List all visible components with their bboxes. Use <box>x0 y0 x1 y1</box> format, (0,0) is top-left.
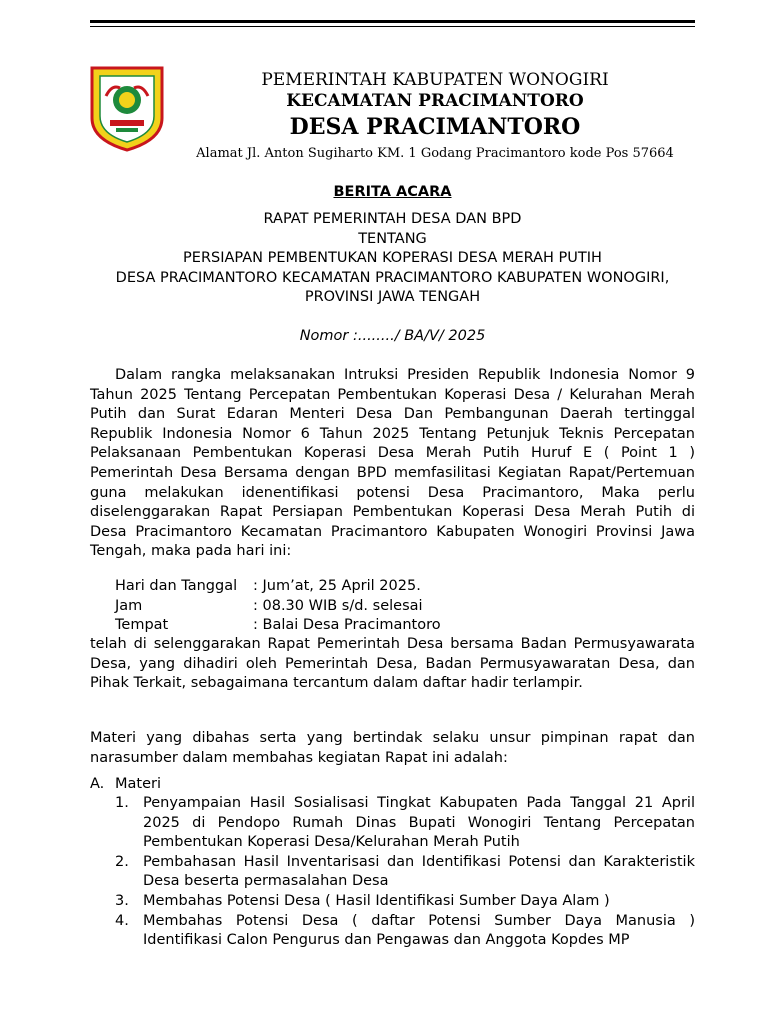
regency-name: PEMERINTAH KABUPATEN WONOGIRI <box>261 70 609 90</box>
village-name: DESA PRACIMANTORO <box>289 114 581 140</box>
address: Alamat Jl. Anton Sugiharto KM. 1 Godang Pracimantoro kode Pos 57664 <box>196 146 674 161</box>
item-text: Pembahasan Hasil Inventarisasi dan Identifikasi Potensi dan Karakteristik Desa beserta permasalahan Desa <box>143 853 695 890</box>
section-title: Materi <box>115 776 161 792</box>
item-text: Penyampaian Hasil Sosialisasi Tingkat Kabupaten Pada Tanggal 21 April 2025 di Pendopo Rumah Dinas Bupati Wonogiri Tentang Percepatan Pembentukan Koperasi Desa/Kelurahan Merah Putih <box>143 795 695 851</box>
detail-label: Hari dan Tanggal <box>115 578 238 594</box>
detail-value: : Jum’at, 25 April 2025. <box>253 578 421 594</box>
document-title: BERITA ACARA <box>333 184 452 200</box>
section-label: A. <box>90 776 105 792</box>
document-subtitle <box>90 210 695 308</box>
subtitle-line: DESA PRACIMANTORO KECAMATAN PRACIMANTORO KABUPATEN WONOGIRI, <box>115 269 670 286</box>
meeting-details <box>115 577 441 636</box>
item-number: 2. <box>115 853 129 870</box>
header-rule <box>90 20 695 27</box>
list-item <box>115 892 695 912</box>
item-text: Membahas Potensi Desa ( daftar Potensi Sumber Daya Manusia ) Identifikasi Calon Pengurus dan Pengawas dan Anggota Kopdes MP <box>143 912 695 949</box>
list-item <box>115 794 695 853</box>
detail-label: Tempat <box>115 617 169 634</box>
agenda-list <box>115 794 695 951</box>
detail-label: Jam <box>115 597 143 614</box>
subtitle-line: TENTANG <box>358 230 427 247</box>
detail-row-time <box>115 597 441 617</box>
list-item <box>115 853 695 892</box>
detail-value: : Balai Desa Pracimantoro <box>253 617 441 634</box>
opening-paragraph: Dalam rangka melaksanakan Intruksi Presiden Republik Indonesia Nomor 9 Tahun 2025 Tentang Percepatan Pembentukan Koperasi Desa / Kelurahan Merah Putih dan Surat Edaran Menteri Desa Dan Pembangunan Daerah tertinggal Republik Indonesia Nomor 6 Tahun 2025 Tentang Petunjuk Teknis Percepatan Pelaksanaan Pembentukan Koperasi Desa Merah Putih Huruf E ( Point 1 ) Pemerintah Desa Bersama dengan BPD memfasilitasi Kegiatan Rapat/Pertemuan guna melakukan idenentifikasi potensi Desa Pracimantoro, Maka perlu diselenggarakan Rapat Persiapan Pembentukan Koperasi Desa Merah Putih di Desa Pracimantoro Kecamatan Pracimantoro Kabupaten Wonogiri Provinsi Jawa Tengah, maka pada hari ini: <box>90 367 695 560</box>
subtitle-line: RAPAT PEMERINTAH DESA DAN BPD <box>263 211 522 227</box>
list-item <box>115 912 695 951</box>
item-number: 1. <box>115 795 129 811</box>
district-name: KECAMATAN PRACIMANTORO <box>286 91 584 111</box>
item-number: 4. <box>115 912 129 929</box>
detail-value: : 08.30 WIB s/d. selesai <box>253 597 423 614</box>
agenda-intro-paragraph: Materi yang dibahas serta yang bertindak selaku unsur pimpinan rapat dan narasumber dalam membahas kegiatan Rapat ini adalah: <box>90 730 695 766</box>
detail-row-date <box>115 577 441 597</box>
letterhead <box>175 70 695 164</box>
item-number: 3. <box>115 892 129 909</box>
subtitle-line: PERSIAPAN PEMBENTUKAN KOPERASI DESA MERAH PUTIH <box>183 250 602 266</box>
subtitle-line: PROVINSI JAWA TENGAH <box>304 289 481 305</box>
regency-crest-logo <box>90 66 164 152</box>
document-number: Nomor :......../ BA/V/ 2025 <box>299 328 486 344</box>
attendance-paragraph: telah di selenggarakan Rapat Pemerintah Desa bersama Badan Permusyawarata Desa, yang dihadiri oleh Pemerintah Desa, Badan Permusyawaratan Desa, dan Pihak Terkait, sebagaimana tercantum dalam daftar hadir terlampir. <box>90 636 695 692</box>
section-a-heading <box>90 775 161 795</box>
item-text: Membahas Potensi Desa ( Hasil Identifikasi Sumber Daya Alam ) <box>143 892 610 909</box>
detail-row-place <box>115 616 441 636</box>
